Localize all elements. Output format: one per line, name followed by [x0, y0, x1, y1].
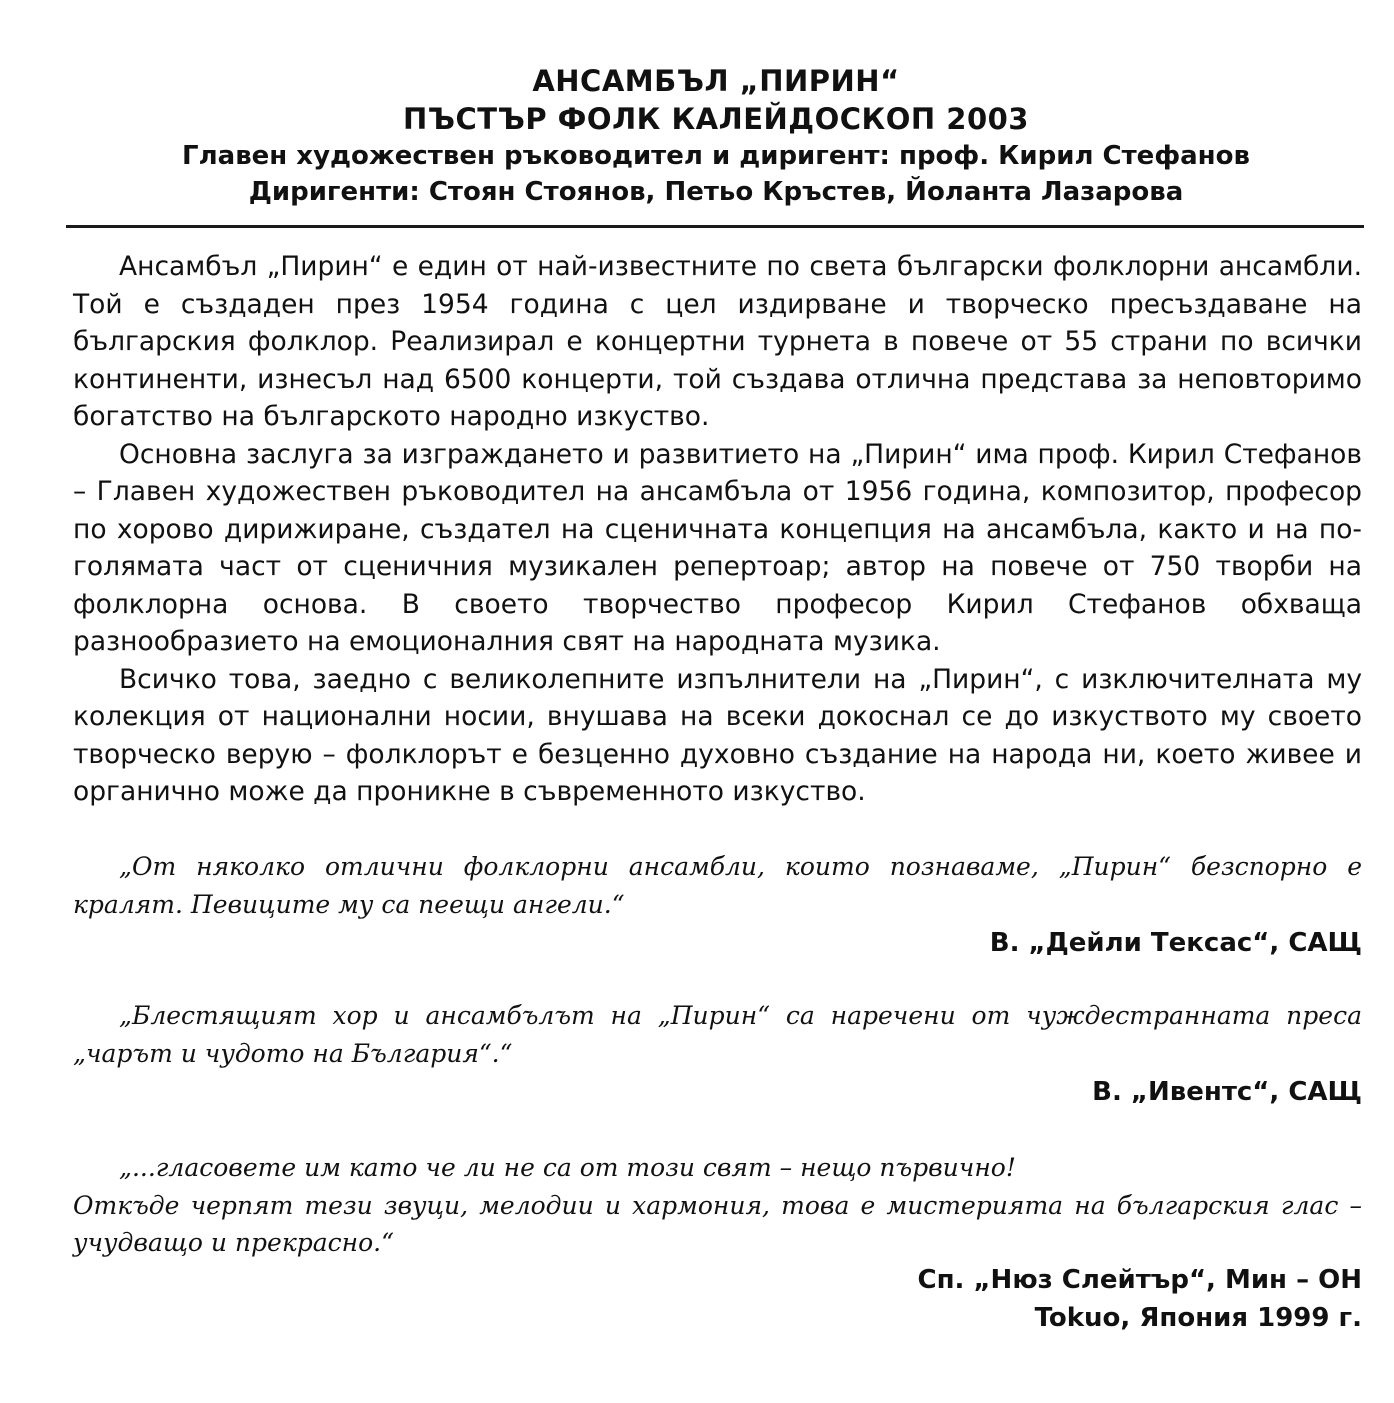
paragraph-history: Ансамбъл „Пирин“ е един от най-известните по света български фолклорни ансамбли. Той е създаден през 1954 година с цел издирване и творческо пресъздаване на българския фолклор. Реализирал е концертни турнета в повече от 55 страни по всички континенти, изнесъл над 6500 концерти, той създава отлична представа за неповторимо богатство на българското народно изкуство.: [73, 251, 1362, 432]
press-quote-events: „Блестящият хор и ансамбълът на „Пирин“ са наречени от чуждестранната преса „чарът и чудото на България“.“: [73, 1001, 1362, 1068]
quote-source-daily-texas: В. „Дейли Тексас“, САЩ: [989, 928, 1362, 958]
conductors-credit: Диригенти: Стоян Стоянов, Петьо Кръстев, Йоланта Лазарова: [248, 177, 1184, 207]
press-quote-news-slater-line2: Откъде черпят тези звуци, мелодии и хармония, това е мистерията на българския глас – учудващо и прекрасно.“: [73, 1190, 1362, 1257]
album-title: ПЪСТЪР ФОЛК КАЛЕЙДОСКОП 2003: [403, 102, 1029, 136]
quote-source-news-slater-line2: Tokuo, Япония 1999 г.: [1034, 1303, 1362, 1333]
quote-source-news-slater-line1: Сп. „Нюз Слейтър“, Мин – ОН: [917, 1265, 1362, 1295]
paragraph-stefanov: Основна заслуга за изграждането и развитието на „Пирин“ има проф. Кирил Стефанов – Главен художествен ръководител на ансамбъла от 1956 година, композитор, професор по хорово дирижиране, създател на сценичната концепция на ансамбъла, както и на по-голямата част от сценичния музикален репертоар; автор на повече от 750 творби на фолклорна основа. В своето творчество професор Кирил Стефанов обхваща разнообразието на емоционалния свят на народната музика.: [73, 438, 1362, 657]
header-divider: [66, 225, 1364, 228]
director-credit: Главен художествен ръководител и диригент: проф. Кирил Стефанов: [182, 141, 1250, 171]
quote-source-news-slater: [918, 1261, 1363, 1337]
header: [70, 62, 1362, 210]
press-quote-daily-texas: „От няколко отлични фолклорни ансамбли, които познаваме, „Пирин“ безспорно е кралят. Певиците му са пеещи ангели.“: [73, 852, 1362, 919]
paragraph-credo: Всичко това, заедно с великолепните изпълнители на „Пирин“, с изключителната му колекция от национални носии, внушава на всеки докоснал се до изкуството му своето творческо верую – фолклорът е безценно духовно създание на народа ни, което живее и органично може да проникне в съвременното изкуство.: [73, 663, 1362, 807]
press-quote-news-slater-line1: „...гласовете им като че ли не са от този свят – нещо първично!: [119, 1153, 1016, 1182]
ensemble-title: АНСАМБЪЛ „ПИРИН“: [532, 64, 900, 98]
quote-source-events: В. „Ивентс“, САЩ: [1092, 1077, 1362, 1107]
body-text: [73, 248, 1362, 811]
press-quote-news-slater: [73, 1149, 1362, 1262]
